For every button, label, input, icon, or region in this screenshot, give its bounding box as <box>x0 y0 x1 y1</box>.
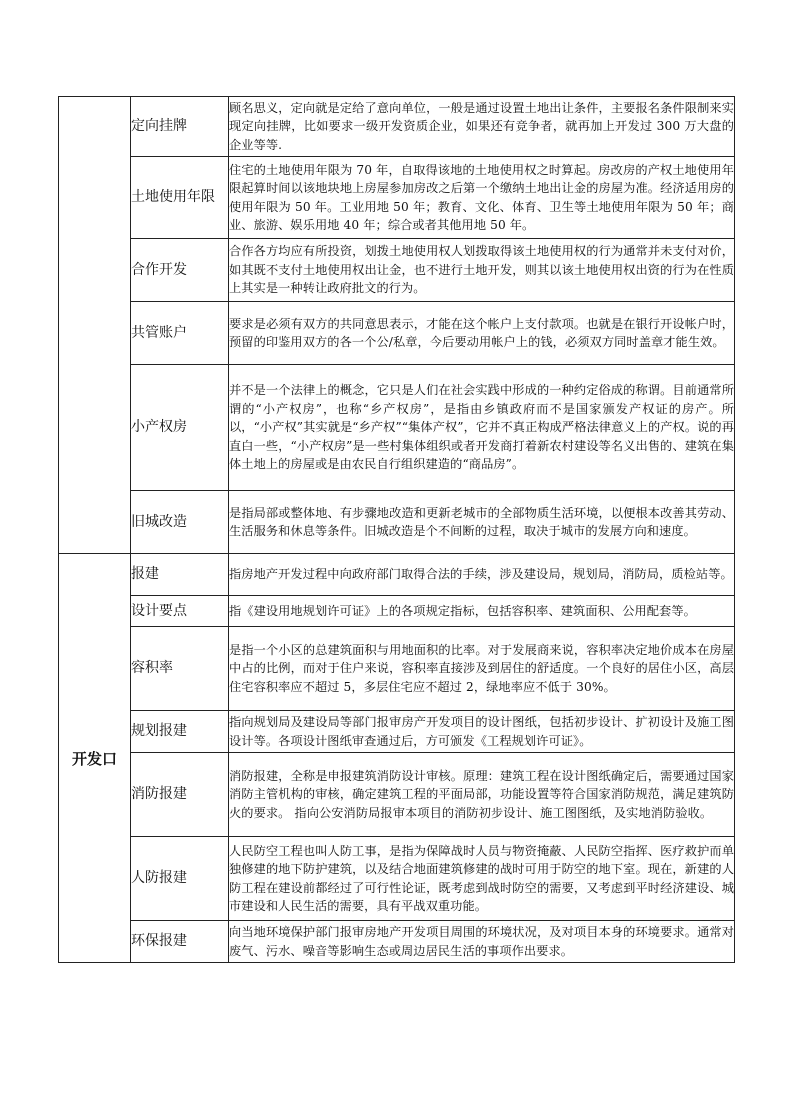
term-cell: 设计要点 <box>131 596 229 627</box>
definition-cell: 向当地环境保护部门报审房地产开发项目周围的环境状况，及对项目本身的环境要求。通常对废气、污水、噪音等影响生态或周边居民生活的事项作出要求。 <box>229 921 735 963</box>
glossary-table <box>58 96 735 963</box>
table-row <box>59 753 735 837</box>
term-cell: 报建 <box>131 554 229 596</box>
document-page <box>58 96 734 963</box>
table-row <box>59 837 735 921</box>
definition-cell: 要求是必须有双方的共同意思表示，才能在这个帐户上支付款项。也就是在银行开设帐户时，预留的印鉴用双方的各一个公/私章，今后要动用帐户上的钱，必须双方同时盖章才能生效。 <box>229 302 735 365</box>
table-row <box>59 365 735 491</box>
term-cell: 旧城改造 <box>131 491 229 554</box>
table-row <box>59 157 735 239</box>
definition-cell: 是指一个小区的总建筑面积与用地面积的比率。对于发展商来说，容积率决定地价成本在房屋中占的比例，而对于住户来说，容积率直接涉及到居住的舒适度。一个良好的居住小区，高层住宅容积率应不超过 5，多层住宅应不超过 2，绿地率应不低于 30%。 <box>229 627 735 711</box>
definition-cell: 消防报建，全称是申报建筑消防设计审核。原理：建筑工程在设计图纸确定后，需要通过国家消防主管机构的审核，确定建筑工程的平面局部，功能设置等符合国家消防规范，满足建筑防火的要求。 指向公安消防局报审本项目的消防初步设计、施工图图纸，及实地消防验收。 <box>229 753 735 837</box>
term-cell: 容积率 <box>131 627 229 711</box>
definition-cell: 是指局部或整体地、有步骤地改造和更新老城市的全部物质生活环境，以便根本改善其劳动、生活服务和休息等条件。旧城改造是个不间断的过程，取决于城市的发展方向和速度。 <box>229 491 735 554</box>
term-cell: 小产权房 <box>131 365 229 491</box>
definition-cell: 指《建设用地规划许可证》上的各项规定指标，包括容积率、建筑面积、公用配套等。 <box>229 596 735 627</box>
term-cell: 土地使用年限 <box>131 157 229 239</box>
table-row <box>59 97 735 157</box>
section-label-cell <box>59 97 131 554</box>
table-row <box>59 596 735 627</box>
term-cell: 共管账户 <box>131 302 229 365</box>
definition-cell: 顾名思义，定向就是定给了意向单位，一般是通过设置土地出让条件，主要报名条件限制来实现定向挂牌，比如要求一级开发资质企业，如果还有竞争者，就再加上开发过 300 万大盘的企业等等. <box>229 97 735 157</box>
term-cell: 定向挂牌 <box>131 97 229 157</box>
table-row <box>59 491 735 554</box>
table-row <box>59 302 735 365</box>
table-row <box>59 554 735 596</box>
definition-cell: 指房地产开发过程中向政府部门取得合法的手续，涉及建设局，规划局，消防局，质检站等。 <box>229 554 735 596</box>
table-row <box>59 627 735 711</box>
definition-cell: 指向规划局及建设局等部门报审房产开发项目的设计图纸，包括初步设计、扩初设计及施工图设计等。各项设计图纸审查通过后，方可颁发《工程规划许可证》。 <box>229 711 735 753</box>
term-cell: 消防报建 <box>131 753 229 837</box>
table-row <box>59 711 735 753</box>
term-cell: 合作开发 <box>131 239 229 302</box>
definition-cell: 住宅的土地使用年限为 70 年，自取得该地的土地使用权之时算起。房改房的产权土地使用年限起算时间以该地块地上房屋参加房改之后第一个缴纳土地出让金的房屋为准。经济适用房的使用年限为 50 年。工业用地 50 年；教育、文化、体育、卫生等土地使用年限为 50 年；商业、旅游、娱乐用地 40 年；综合或者其他用地 50 年。 <box>229 157 735 239</box>
term-cell: 人防报建 <box>131 837 229 921</box>
term-cell: 规划报建 <box>131 711 229 753</box>
section-label-cell: 开发口 <box>59 554 131 963</box>
table-row <box>59 921 735 963</box>
definition-cell: 人民防空工程也叫人防工事，是指为保障战时人员与物资掩蔽、人民防空指挥、医疗救护而单独修建的地下防护建筑，以及结合地面建筑修建的战时可用于防空的地下室。现在，新建的人防工程在建设前都经过了可行性论证，既考虑到战时防空的需要，又考虑到平时经济建设、城市建设和人民生活的需要，具有平战双重功能。 <box>229 837 735 921</box>
term-cell: 环保报建 <box>131 921 229 963</box>
table-row <box>59 239 735 302</box>
definition-cell: 合作各方均应有所投资，划拨土地使用权人划拨取得该土地使用权的行为通常并未支付对价，如其既不支付土地使用权出让金，也不进行土地开发，则其以该土地使用权出资的行为在性质上其实是一种转让政府批文的行为。 <box>229 239 735 302</box>
definition-cell: 并不是一个法律上的概念，它只是人们在社会实践中形成的一种约定俗成的称谓。目前通常所谓的“小产权房”，也称“乡产权房”，是指由乡镇政府而不是国家颁发产权证的房产。所以，“小产权”其实就是“乡产权”“集体产权”，它并不真正构成严格法律意义上的产权。说的再直白一些，“小产权房”是一些村集体组织或者开发商打着新农村建设等名义出售的、建筑在集体土地上的房屋或是由农民自行组织建造的“商品房”。 <box>229 365 735 491</box>
